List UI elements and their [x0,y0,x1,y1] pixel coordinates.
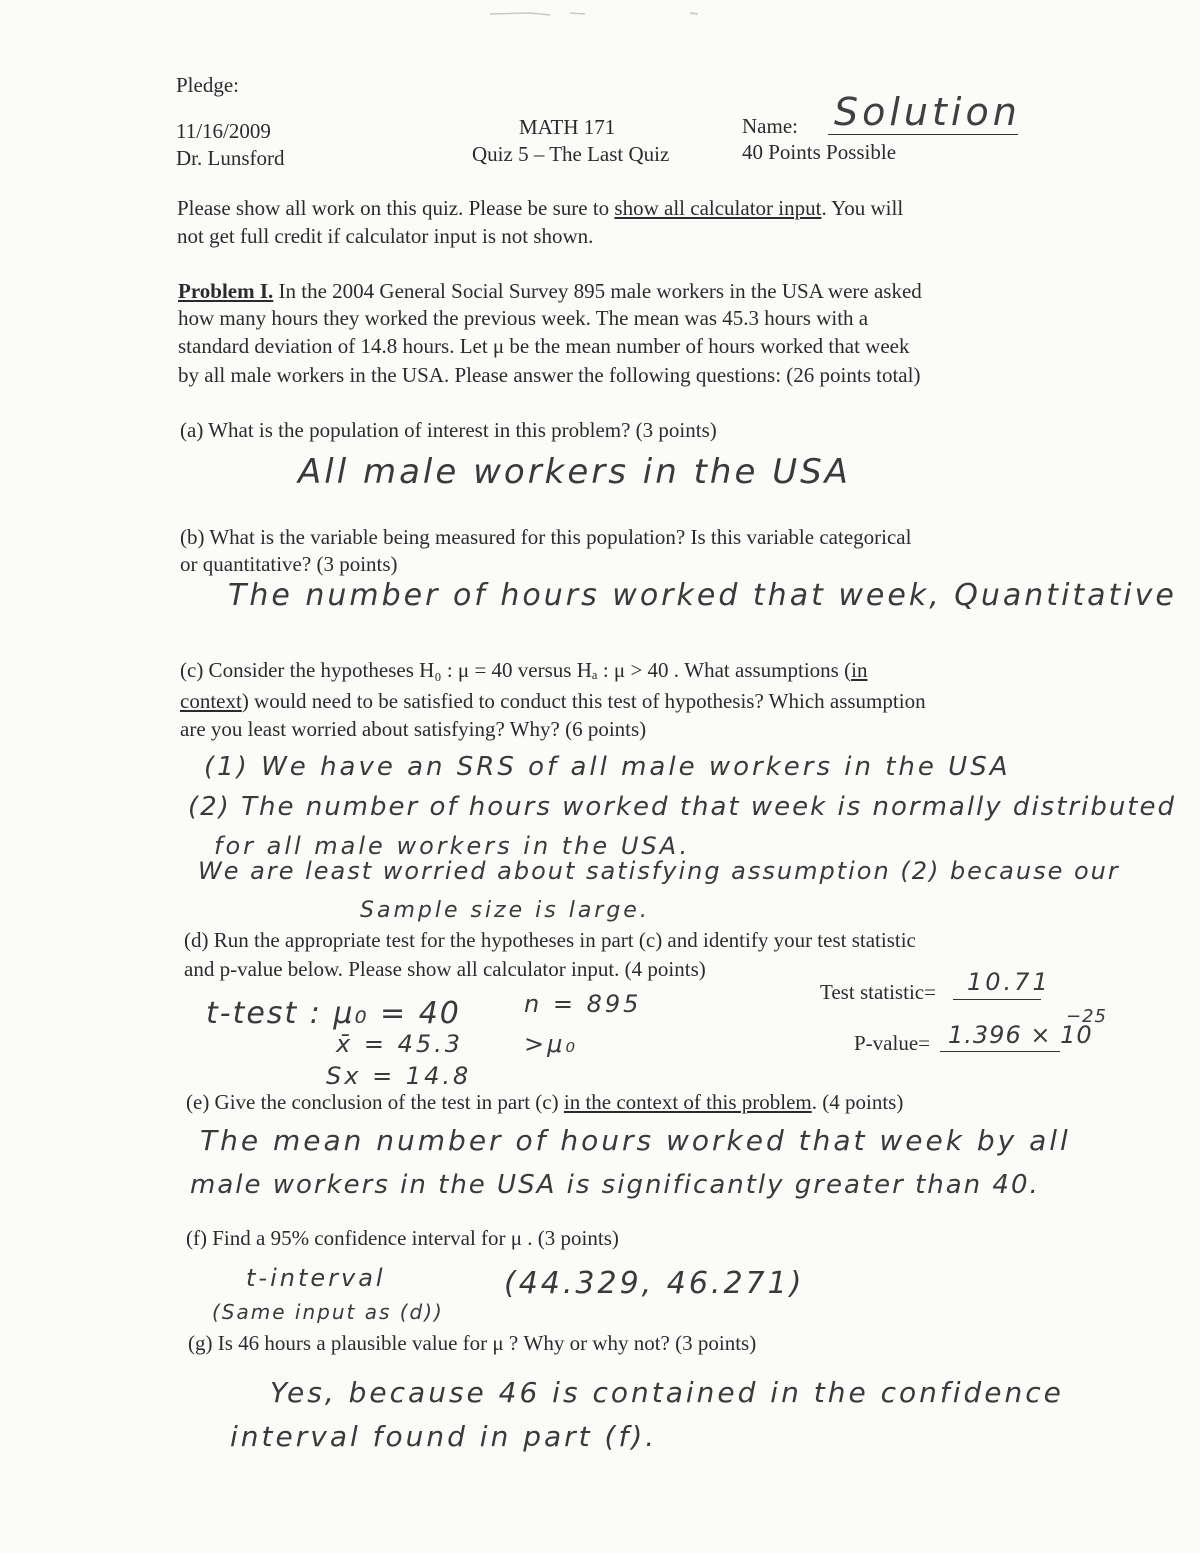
answer-f-interval: (44.329, 46.271) [504,1266,805,1301]
question-d-line-1: (d) Run the appropriate test for the hypotheses in part (c) and identify your test statistic [184,928,916,952]
test-statistic-label: Test statistic= [820,980,936,1004]
course-title: MATH 171 [519,115,616,139]
question-c-emphasis: in [851,658,868,682]
instructions-emphasis: show all calculator input [614,196,822,220]
pvalue-blank [940,1020,1093,1052]
question-f: (f) Find a 95% confidence interval for μ . (3 points) [186,1226,619,1250]
question-c-line-1 [180,657,867,683]
question-e-text-end: . (4 points) [811,1090,904,1114]
pledge-label: Pledge: [176,73,239,97]
question-a: (a) What is the population of interest in this problem? (3 points) [180,418,717,442]
question-c-line-3: are you least worried about satisfying? Why? (6 points) [180,717,647,741]
points-possible: 40 Points Possible [742,140,897,164]
calc-input-sd: Sx = 14.8 [326,1062,472,1090]
name-answer: Solution [834,90,1021,134]
answer-b: The number of hours worked that week, Quantitative [228,578,1177,613]
answer-e-2: male workers in the USA is significantly greater than 40. [190,1170,1040,1200]
answer-a: All male workers in the USA [298,452,851,492]
question-g: (g) Is 46 hours a plausible value for μ ? Why or why not? (3 points) [188,1331,757,1355]
scan-artifact [490,8,710,20]
calc-input-alt: >μ₀ [524,1030,578,1058]
question-b-line-1: (b) What is the variable being measured for this population? Is this variable categorical [180,525,912,549]
question-e-emphasis: in the context of this problem [563,1090,812,1114]
answer-g-1: Yes, because 46 is contained in the confidence [270,1376,1064,1409]
quiz-date: 11/16/2009 [176,119,271,143]
problem-title: Problem I. [178,279,274,303]
answer-c-1: (1) We have an SRS of all male workers in the USA [204,752,1011,782]
answer-e-1: The mean number of hours worked that week by all [200,1124,1071,1157]
answer-c-3: for all male workers in the USA. [214,832,691,860]
calc-input-test: t-test : μ₀ = 40 [206,996,461,1031]
instructions-text-end: . You will [821,196,904,220]
calc-input-n: n = 895 [524,990,642,1018]
instructions-line-1 [177,195,903,221]
question-c-emphasis-2: context [180,689,242,713]
question-b-line-2: or quantitative? (3 points) [180,552,398,576]
pvalue-exponent: −25 [1066,1006,1107,1027]
name-label: Name: [742,114,798,138]
name-blank [828,90,1021,135]
test-statistic-value: 10.71 [967,968,1051,996]
problem-text: In the 2004 General Social Survey 895 male workers in the USA were asked [273,279,922,303]
question-c-line-2 [180,688,926,714]
instructions-text: Please show all work on this quiz. Please be sure to [177,196,615,220]
question-c-text-2: ) would need to be satisfied to conduct this test of hypothesis? Which assumption [241,689,926,713]
instructions-line-2: not get full credit if calculator input is not shown. [177,224,594,248]
answer-c-5: Sample size is large. [360,898,650,923]
test-statistic-blank [953,968,1051,1000]
pvalue-value: 1.396 × 10 [948,1021,1093,1049]
problem-line-1 [178,278,922,304]
answer-g-2: interval found in part (f). [230,1420,658,1453]
problem-line-2: how many hours they worked the previous week. The mean was 45.3 hours with a [178,306,869,330]
question-e [186,1089,903,1115]
question-e-text: (e) Give the conclusion of the test in part (c) [186,1090,564,1114]
answer-c-2: (2) The number of hours worked that week is normally distributed [188,792,1176,822]
calc-input-mean: x̄ = 45.3 [336,1030,464,1058]
question-d-line-2: and p-value below. Please show all calculator input. (4 points) [184,957,706,981]
question-c-text: (c) Consider the hypotheses H₀ : μ = 40 versus Hₐ : μ > 40 . What assumptions ( [180,658,852,682]
problem-line-3: standard deviation of 14.8 hours. Let μ be the mean number of hours worked that week [178,334,910,358]
problem-line-4: by all male workers in the USA. Please answer the following questions: (26 points total) [178,363,921,387]
instructor-name: Dr. Lunsford [176,146,285,170]
answer-f-method: t-interval [246,1264,386,1292]
pvalue-label: P-value= [854,1031,930,1055]
answer-c-4: We are least worried about satisfying assumption (2) because our [198,857,1120,885]
answer-f-note: (Same input as (d)) [212,1300,444,1324]
quiz-title: Quiz 5 – The Last Quiz [472,142,670,166]
